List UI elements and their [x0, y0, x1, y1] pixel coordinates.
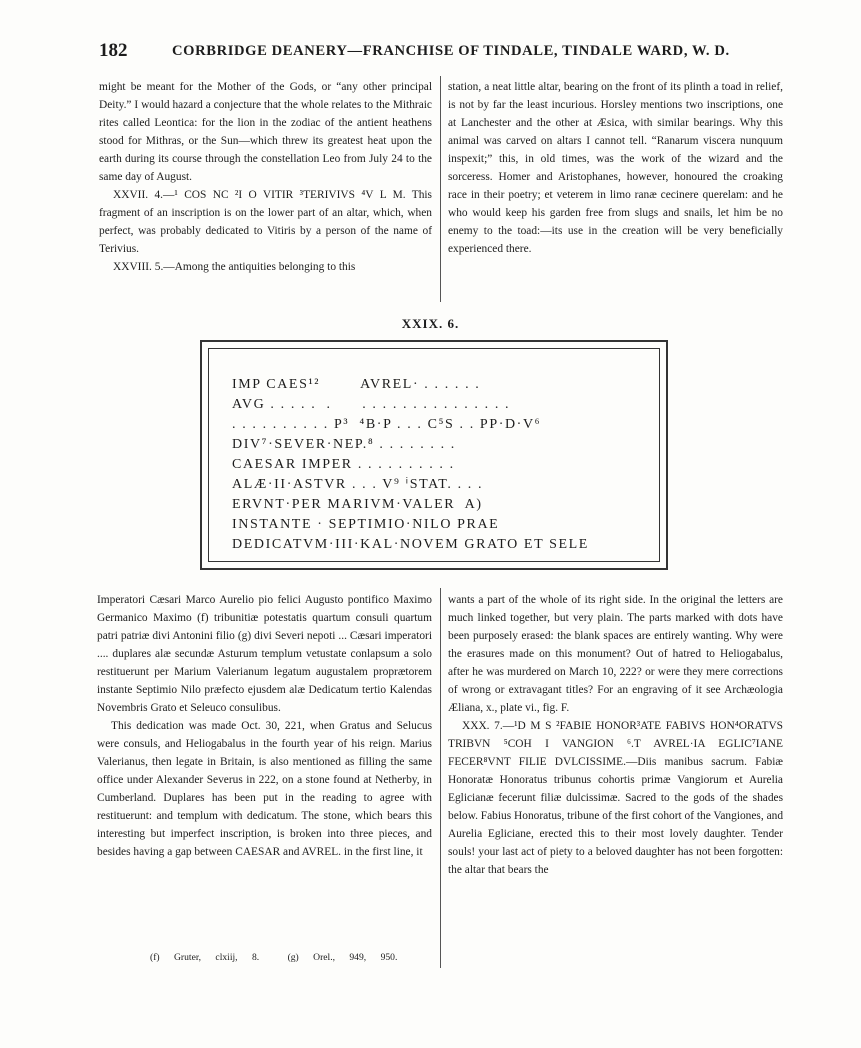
- inscription-line: ERVNT·PER MARIVM·VALER A): [232, 497, 483, 512]
- paragraph: XXVIII. 5.—Among the antiquities belonging to this: [113, 261, 356, 273]
- paragraph: Imperatori Cæsari Marco Aurelio pio felici Augusto pontifico Maximo Germanico Maximo (f) tribunitiæ potestatis quartum consuli quartum patri patriæ divi Antonini filio (g) divi Severi nepoti ... Cæsari imperatori .... duplares alæ secundæ Asturum templum vetustate conlapsum a solo restituerunt per Marium Valerianum legatum augustalem proprætorem instante Septimio Nilo præfecto ejusdem alæ Dedicatum tertio Kalendas Novembris Grato et Seleuco consulibus.: [97, 594, 432, 714]
- inscription-line: . . . . . . . . . . P³ ⁴B·P . . . C⁵S . . PP·D·V⁶: [232, 417, 542, 432]
- paragraph: wants a part of the whole of its right side. In the original the letters are much linked together, but very plain. The parts marked with dots have been purposely erased: the blank spaces are entirely wanting. Why were the erasures made on this monument? Out of hatred to Heliogabalus, after he was murdered on March 10, 222? or were they mere corrections of wrong or extravagant titles? For an engraving of it see Archæologia Æliana, x., plate vi., fig. F.: [448, 594, 783, 714]
- inscription-line: AVG . . . . . . . . . . . . . . . . . . . . .: [232, 397, 511, 412]
- inscription-frame: [200, 340, 668, 570]
- inscription-line: DIV⁷·SEVER·NEP.⁸ . . . . . . . .: [232, 437, 456, 452]
- inscription-line: ALÆ·II·ASTVR . . . V⁹ ⁱSTAT. . . .: [232, 477, 484, 492]
- page-number: 182: [99, 40, 128, 61]
- bottom-right-column: [448, 591, 783, 879]
- column-divider-bottom: [440, 588, 441, 968]
- paragraph: might be meant for the Mother of the Gods, or “any other principal Deity.” I would hazard a conjecture that the whole relates to the Mithraic rites called Leontica: for the lion in the zodiac of the antient heathens stood for Mithras, or the Sun—which threw its greatest heat upon the earth during its course through the constellation Leo from July 24 to the same day of August.: [99, 81, 432, 183]
- top-left-column: [99, 78, 432, 276]
- inscription-text: [232, 375, 589, 555]
- inscription-line: IMP CAES¹² AVREL· . . . . . .: [232, 377, 481, 392]
- paragraph: XXVII. 4.—¹ COS NC ²I O VITIR ³TERIVIVS ⁴V L M. This fragment of an inscription is on the lower part of an altar, which, when perfect, was probably dedicated to Vitiris by a person of the name of Terivius.: [99, 189, 432, 255]
- section-label: XXIX. 6.: [401, 316, 460, 331]
- inscription-line: INSTANTE · SEPTIMIO·NILO PRAE: [232, 517, 500, 532]
- inscription-line: DEDICATVM·III·KAL·NOVEM GRATO ET SELE: [232, 537, 589, 552]
- paragraph: XXX. 7.—¹D M S ²FABIE HONOR³ATE FABIVS HON⁴ORATVS TRIBVN ⁵COH I VANGION ⁶.T AVREL·IA EGLIC⁷IANE FECER⁸VNT FILIE DVLCISSIME.—Diis manibus sacrum. Fabiæ Honoratæ Honoratus tribunus cohortis primæ Vangiorum et Aurelia Eglicianæ fecerunt filiæ dulcissimæ. Sacred to the gods of the shades below. Fabius Honoratus, tribune of the first cohort of the Vangiones, and Aurelia Egliciane, erected this to their most lovely daughter. Tender souls! your last act of piety to a beloved daughter has not been forgotten: the altar that bears the: [448, 720, 784, 876]
- footnotes: [150, 952, 411, 963]
- top-right-column: [448, 78, 783, 258]
- footnote: (f) Gruter, clxiij, 8.: [150, 952, 260, 963]
- inscription-line: CAESAR IMPER . . . . . . . . . .: [232, 457, 455, 472]
- paragraph: This dedication was made Oct. 30, 221, when Gratus and Selucus were consuls, and Heliogabalus in the fourth year of his reign. Marius Valerianus, then legate in Britain, is also mentioned as filling the same office under Alexander Severus in 222, on a stone found at Netherby, in Cumberland. Duplares has been put in the reading to agree with restituerunt: and templum with dedicatum. The stone, which bears this interesting but imperfect inscription, is broken into three pieces, and besides having a gap between CAESAR and AVREL. in the first line, it: [97, 720, 432, 858]
- footnote: (g) Orel., 949, 950.: [287, 952, 398, 963]
- running-title: CORBRIDGE DEANERY—FRANCHISE OF TINDALE, TINDALE WARD, W. D.: [172, 43, 730, 59]
- paragraph: station, a neat little altar, bearing on the front of its plinth a toad in relief, is not by far the least incurious. Horsley mentions two inscriptions, one at Lanchester and the other at Æsica, with similar bearings. Why this animal was carved on altars I cannot tell. “Ranarum viscera nunquum inspexit;” this, in old times, was the work of the wizard and the sorceress. Homer and Aristophanes, however, honoured the croaking race in their poetry; et veterem in limo ranæ cecinere querelam: and he who would keep his garden free from slugs and snails, let him be no enemy to the toad:—its use in the creation will be very beneficially experienced there.: [448, 81, 783, 255]
- column-divider-top: [440, 76, 441, 302]
- bottom-left-column: [97, 591, 432, 861]
